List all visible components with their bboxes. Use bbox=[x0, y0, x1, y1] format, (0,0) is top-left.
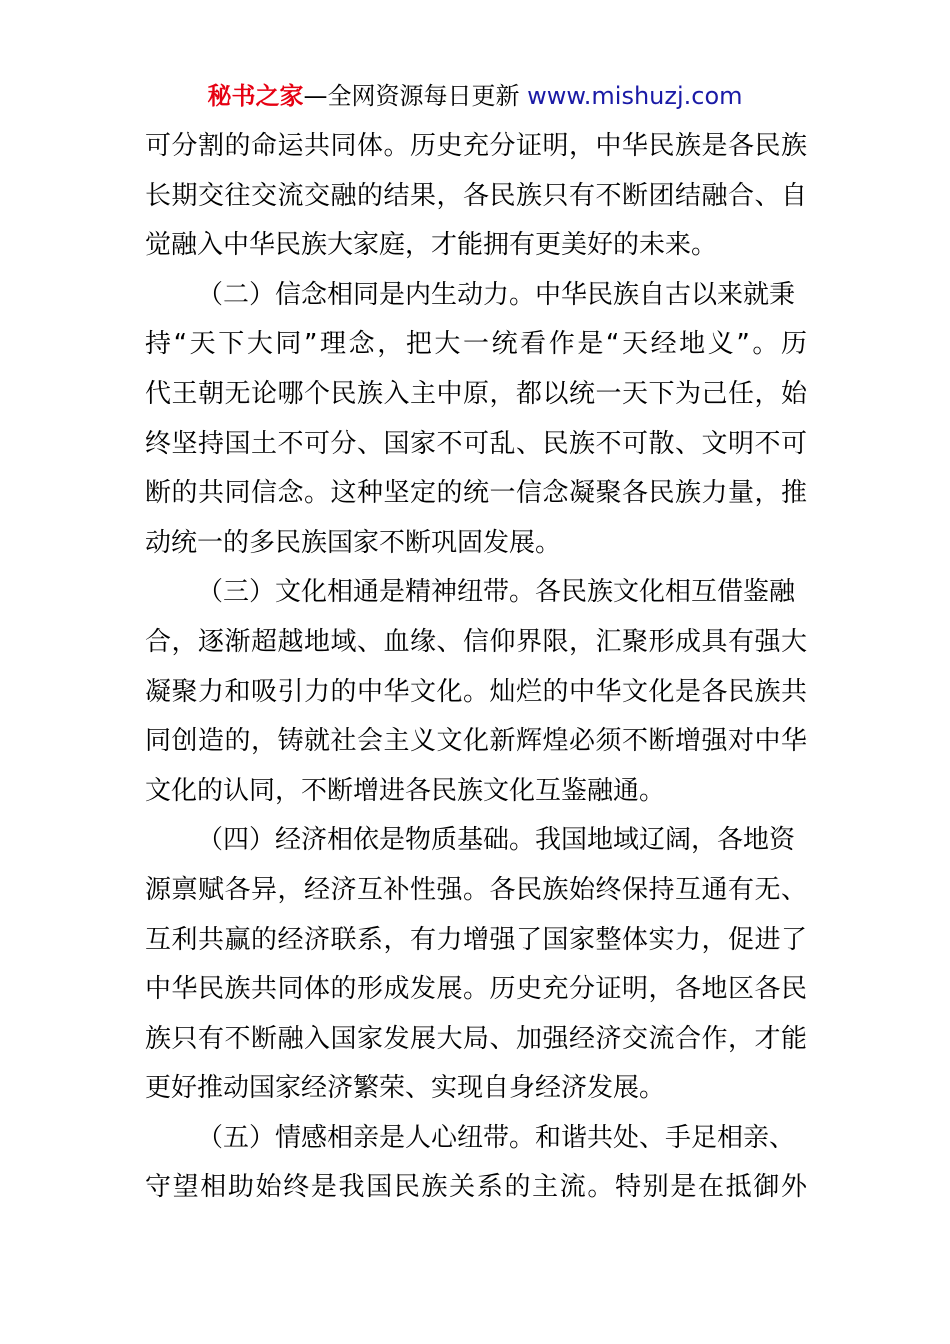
text-line: 持“天下大同”理念，把大一统看作是“天经地义”。历 bbox=[145, 329, 807, 360]
text-line: （五）情感相亲是人心纽带。和谐共处、手足相亲、 bbox=[197, 1122, 796, 1153]
text-line: 觉融入中华民族大家庭，才能拥有更美好的未来。 bbox=[145, 230, 718, 261]
site-tagline: —全网资源每日更新 bbox=[303, 82, 528, 110]
text-line: 族只有不断融入国家发展大局、加强经济交流合作，才能 bbox=[145, 1023, 807, 1054]
text-line: 中华民族共同体的形成发展。历史充分证明，各地区各民 bbox=[145, 974, 807, 1005]
text-line: 守望相助始终是我国民族关系的主流。特别是在抵御外 bbox=[145, 1172, 807, 1203]
text-line: 长期交往交流交融的结果，各民族只有不断团结融合、自 bbox=[145, 180, 807, 211]
text-line: （四）经济相依是物质基础。我国地域辽阔，各地资 bbox=[197, 825, 796, 856]
text-line: 互利共赢的经济联系，有力增强了国家整体实力，促进了 bbox=[145, 924, 807, 955]
text-line: 源禀赋各异，经济互补性强。各民族始终保持互通有无、 bbox=[145, 874, 807, 905]
site-url-link[interactable]: www.mishuzj.com bbox=[527, 82, 743, 110]
site-brand: 秘书之家 bbox=[207, 82, 304, 110]
text-line: 文化的认同，不断增进各民族文化互鉴融通。 bbox=[145, 775, 666, 806]
text-line: 凝聚力和吸引力的中华文化。灿烂的中华文化是各民族共 bbox=[145, 676, 807, 707]
text-line: 终坚持国土不可分、国家不可乱、民族不可散、文明不可 bbox=[145, 428, 807, 459]
text-line: （三）文化相通是精神纽带。各民族文化相互借鉴融 bbox=[197, 577, 796, 608]
text-line: 更好推动国家经济繁荣、实现自身经济发展。 bbox=[145, 1073, 666, 1104]
text-line: 断的共同信念。这种坚定的统一信念凝聚各民族力量，推 bbox=[145, 478, 807, 509]
text-line: 同创造的，铸就社会主义文化新辉煌必须不断增强对中华 bbox=[145, 726, 807, 757]
text-line: 动统一的多民族国家不断巩固发展。 bbox=[145, 527, 562, 558]
site-header bbox=[0, 80, 950, 112]
text-line: 合，逐渐超越地域、血缘、信仰界限，汇聚形成具有强大 bbox=[145, 626, 807, 657]
text-line: 可分割的命运共同体。历史充分证明，中华民族是各民族 bbox=[145, 131, 807, 161]
text-line: （二）信念相同是内生动力。中华民族自古以来就秉 bbox=[197, 279, 796, 310]
text-line: 代王朝无论哪个民族入主中原，都以统一天下为己任，始 bbox=[145, 378, 807, 409]
document-body bbox=[145, 122, 807, 1213]
